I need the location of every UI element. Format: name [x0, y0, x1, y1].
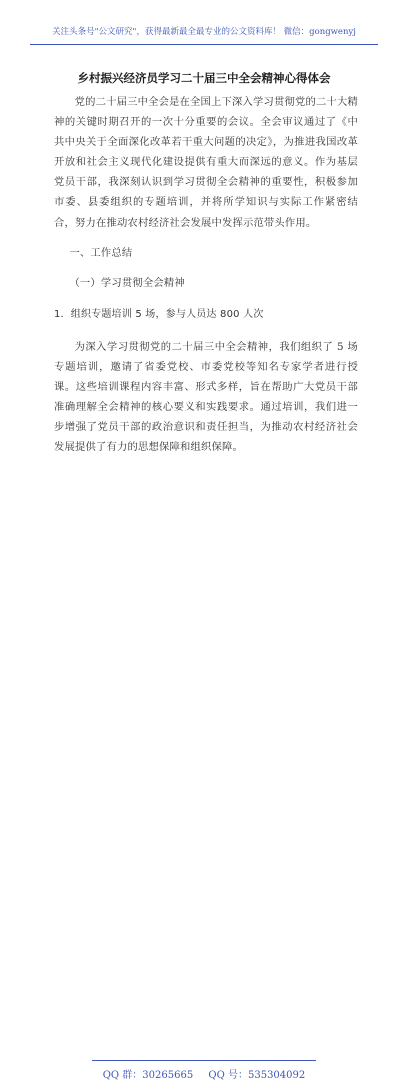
- document-title: 乡村振兴经济员学习二十届三中全会精神心得体会: [77, 71, 331, 85]
- footer-qq-group: QQ 群：30265665: [102, 1070, 194, 1081]
- footer-qq-number: QQ 号：535304092: [208, 1070, 306, 1081]
- intro-paragraph: 党的二十届三中全会是在全国上下深入学习贯彻党的二十大精神的关键时期召开的一次十分重要的会议。全会审议通过了《中共中央关于全面深化改革若干重大问题的决定》，为推进我国改革开放和社会主义现代化建设提供有重大而深远的意义。作为基层党员干部，我深刻认识到学习贯彻全会精神的重要性，积极参加市委、县委组织的专题培训，并将所学知识与实际工作紧密结合，努力在推动农村经济社会发展中发挥示范带头作用。: [54, 96, 359, 229]
- item-heading: 1．组织专题培训 5 场，参与人员达 800 人次: [54, 308, 264, 320]
- footer: [0, 528, 408, 1081]
- header-banner: [0, 0, 408, 54]
- header-banner-text: 关注头条号"公文研究"，获得最新最全最专业的公文资料库！ 微信：gongwenyj: [52, 27, 356, 37]
- footer-divider: [92, 1060, 316, 1061]
- body-paragraph: 为深入学习贯彻党的二十届三中全会精神，我们组织了 5 场专题培训，邀请了省委党校、市委党校等知名专家学者进行授课。这些培训课程内容丰富、形式多样，旨在帮助广大党员干部准确理解全会精神的核心要义和实践要求。通过培训，我们进一步增强了党员干部的政治意识和责任担当，为推动农村经济社会发展提供了有力的思想保障和组织保障。: [54, 340, 358, 454]
- section-heading: 一、工作总结: [69, 246, 133, 259]
- footer-contact: [92, 1066, 316, 1081]
- subsection-heading: （一）学习贯彻全会精神: [69, 276, 185, 289]
- header-divider: [30, 44, 378, 45]
- document-body: [54, 92, 358, 458]
